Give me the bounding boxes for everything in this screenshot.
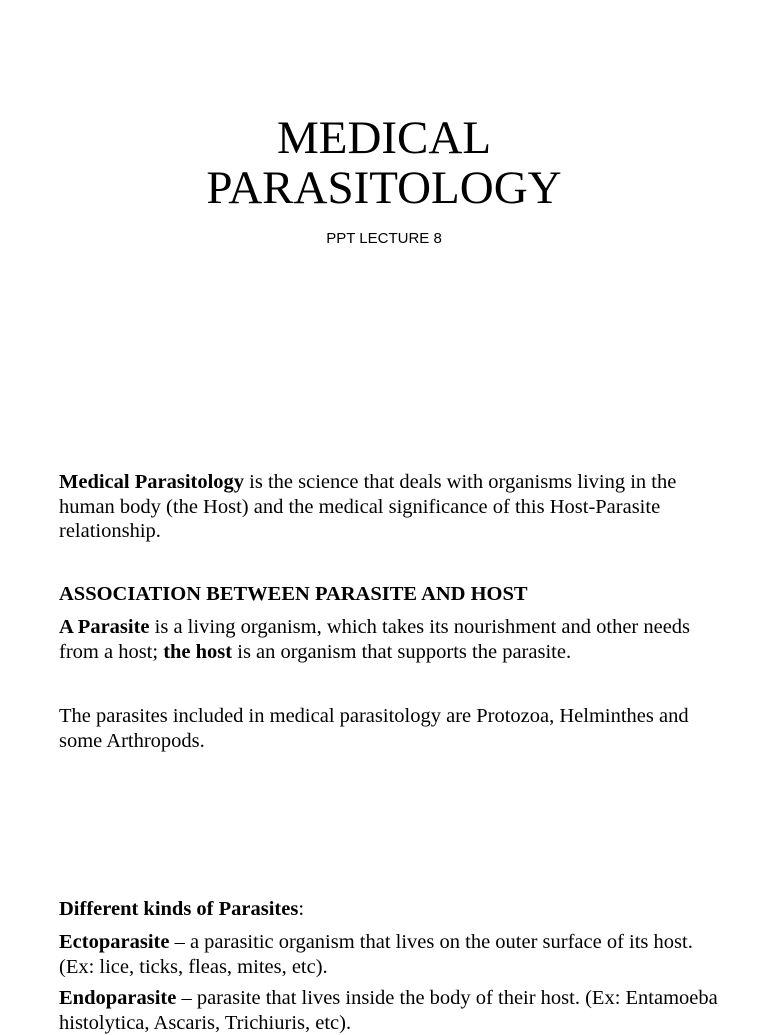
intro-term: Medical Parasitology xyxy=(59,471,245,493)
endoparasite-definition xyxy=(59,986,719,1035)
association-heading xyxy=(59,582,719,607)
kinds-heading-colon: : xyxy=(298,898,305,920)
page-title xyxy=(0,113,768,213)
intro-text: is the science that deals with organisms living in the human body (the Host) and the medical significance of this Host-Parasite relationship. xyxy=(59,471,677,542)
included-parasites-paragraph xyxy=(59,704,719,753)
ectoparasite-definition xyxy=(59,930,719,979)
host-text: is an organism that supports the parasite. xyxy=(232,640,572,663)
kinds-heading-text: Different kinds of Parasites xyxy=(59,898,299,920)
title-line-2: PARASITOLOGY xyxy=(206,162,562,214)
endoparasite-text: – parasite that lives inside the body of their host. (Ex: Entamoeba histolytica, Ascaris, Trichiuris, etc). xyxy=(59,987,718,1034)
ectoparasite-term: Ectoparasite xyxy=(59,931,170,953)
parasite-term: A Parasite xyxy=(59,616,150,638)
kinds-heading xyxy=(59,897,719,922)
parasite-definition xyxy=(59,615,719,664)
endoparasite-term: Endoparasite xyxy=(59,987,177,1009)
lecture-subtitle: PPT LECTURE 8 xyxy=(326,230,442,247)
intro-paragraph xyxy=(59,470,719,544)
parasite-text: is a living organism, which takes its nourishment and other needs from a host; xyxy=(59,616,691,663)
included-text: The parasites included in medical parasitology are Protozoa, Helminthes and some Arthropods. xyxy=(59,705,689,752)
ectoparasite-text: – a parasitic organism that lives on the outer surface of its host. (Ex: lice, ticks, fleas, mites, etc). xyxy=(59,931,693,978)
host-term: the host xyxy=(163,640,233,663)
title-line-1: MEDICAL xyxy=(276,112,492,164)
association-heading-text: ASSOCIATION BETWEEN PARASITE AND HOST xyxy=(59,583,528,605)
